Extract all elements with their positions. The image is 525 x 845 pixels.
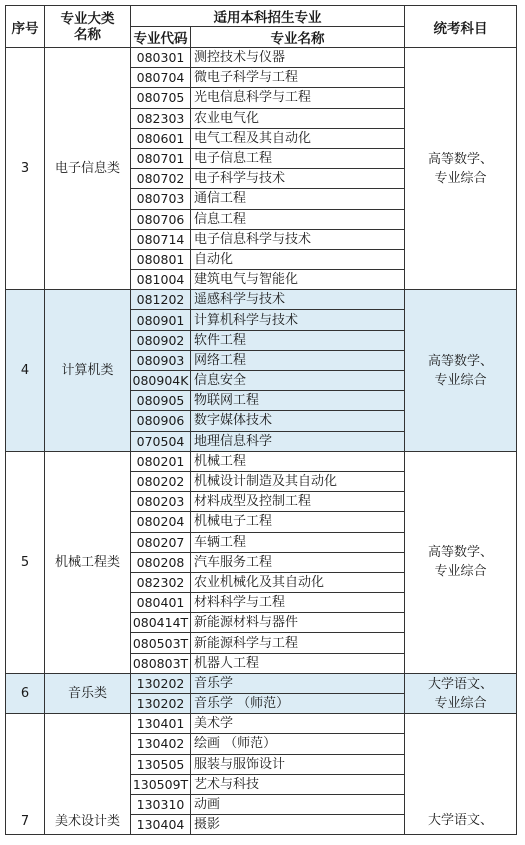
major-name-cell: 测控技术与仪器 (191, 48, 405, 68)
seq-cell: 5 (6, 451, 45, 673)
major-name-cell: 服装与服饰设计 (191, 754, 405, 774)
major-name-cell: 电气工程及其自动化 (191, 128, 405, 148)
major-name-cell: 材料科学与工程 (191, 593, 405, 613)
major-name-cell: 音乐学 （师范） (191, 694, 405, 714)
table-row (6, 673, 517, 693)
major-code-cell: 130310 (131, 794, 191, 814)
major-name-cell: 网络工程 (191, 350, 405, 370)
header-major-name: 专业名称 (191, 27, 405, 48)
exam-subjects-cell: 高等数学、 专业综合 (405, 290, 517, 452)
major-code-cell: 130402 (131, 734, 191, 754)
major-name-cell: 软件工程 (191, 330, 405, 350)
major-name-cell: 绘画 （师范） (191, 734, 405, 754)
exam-subjects-cell: 大学语文、 专业综合 (405, 673, 517, 713)
major-name-cell: 机械设计制造及其自动化 (191, 471, 405, 491)
exam-subjects-cell: 大学语文、 (405, 714, 517, 835)
major-code-cell: 080702 (131, 169, 191, 189)
table-body (6, 48, 517, 835)
seq-cell: 4 (6, 290, 45, 452)
header-applicable-majors: 适用本科招生专业 (131, 6, 405, 27)
major-name-cell: 电子信息科学与技术 (191, 229, 405, 249)
major-name-cell: 摄影 (191, 815, 405, 835)
major-name-cell: 农业电气化 (191, 108, 405, 128)
exam-subjects-cell: 高等数学、 专业综合 (405, 451, 517, 673)
major-name-cell: 艺术与科技 (191, 774, 405, 794)
category-cell: 电子信息类 (45, 48, 131, 290)
header-seq: 序号 (6, 6, 45, 48)
major-name-cell: 机器人工程 (191, 653, 405, 673)
header-category: 专业大类 名称 (45, 6, 131, 48)
major-name-cell: 机械工程 (191, 451, 405, 471)
major-code-cell: 080704 (131, 68, 191, 88)
seq-cell: 3 (6, 48, 45, 290)
major-code-cell: 080503T (131, 633, 191, 653)
major-code-cell: 080401 (131, 593, 191, 613)
major-code-cell: 082302 (131, 572, 191, 592)
major-code-cell: 130404 (131, 815, 191, 835)
seq-cell: 6 (6, 673, 45, 713)
exam-subjects-cell: 高等数学、 专业综合 (405, 48, 517, 290)
header-exam-subjects: 统考科目 (405, 6, 517, 48)
table-row (6, 290, 517, 310)
major-code-cell: 080201 (131, 451, 191, 471)
major-name-cell: 通信工程 (191, 189, 405, 209)
major-name-cell: 材料成型及控制工程 (191, 492, 405, 512)
major-code-cell: 080204 (131, 512, 191, 532)
major-code-cell: 081004 (131, 270, 191, 290)
major-name-cell: 美术学 (191, 714, 405, 734)
major-code-cell: 080208 (131, 552, 191, 572)
major-name-cell: 车辆工程 (191, 532, 405, 552)
major-code-cell: 080705 (131, 88, 191, 108)
major-name-cell: 农业机械化及其自动化 (191, 572, 405, 592)
major-code-cell: 080906 (131, 411, 191, 431)
major-code-cell: 080902 (131, 330, 191, 350)
major-code-cell: 080706 (131, 209, 191, 229)
major-code-cell: 082303 (131, 108, 191, 128)
major-code-cell: 080905 (131, 391, 191, 411)
major-name-cell: 电子信息工程 (191, 148, 405, 168)
major-code-cell: 080414T (131, 613, 191, 633)
major-code-cell: 080801 (131, 249, 191, 269)
major-code-cell: 130202 (131, 694, 191, 714)
table-row (6, 714, 517, 734)
major-code-cell: 080202 (131, 471, 191, 491)
major-name-cell: 机械电子工程 (191, 512, 405, 532)
major-name-cell: 信息安全 (191, 371, 405, 391)
major-name-cell: 新能源科学与工程 (191, 633, 405, 653)
major-name-cell: 光电信息科学与工程 (191, 88, 405, 108)
major-name-cell: 汽车服务工程 (191, 552, 405, 572)
major-code-cell: 130202 (131, 673, 191, 693)
major-code-cell: 080203 (131, 492, 191, 512)
major-code-cell: 130509T (131, 774, 191, 794)
major-code-cell: 080701 (131, 148, 191, 168)
major-name-cell: 物联网工程 (191, 391, 405, 411)
major-name-cell: 新能源材料与器件 (191, 613, 405, 633)
seq-cell: 7 (6, 714, 45, 835)
major-name-cell: 音乐学 (191, 673, 405, 693)
major-name-cell: 遥感科学与技术 (191, 290, 405, 310)
majors-table (5, 5, 517, 835)
major-name-cell: 建筑电气与智能化 (191, 270, 405, 290)
header-major-code: 专业代码 (131, 27, 191, 48)
major-name-cell: 微电子科学与工程 (191, 68, 405, 88)
major-name-cell: 计算机科学与技术 (191, 310, 405, 330)
major-code-cell: 130505 (131, 754, 191, 774)
major-name-cell: 地理信息科学 (191, 431, 405, 451)
major-code-cell: 080903 (131, 350, 191, 370)
major-name-cell: 数字媒体技术 (191, 411, 405, 431)
category-cell: 美术设计类 (45, 714, 131, 835)
major-code-cell: 081202 (131, 290, 191, 310)
major-code-cell: 080207 (131, 532, 191, 552)
major-code-cell: 080714 (131, 229, 191, 249)
major-code-cell: 080904K (131, 371, 191, 391)
category-cell: 音乐类 (45, 673, 131, 713)
category-cell: 计算机类 (45, 290, 131, 452)
major-name-cell: 动画 (191, 794, 405, 814)
major-code-cell: 080803T (131, 653, 191, 673)
major-name-cell: 信息工程 (191, 209, 405, 229)
major-name-cell: 电子科学与技术 (191, 169, 405, 189)
major-code-cell: 080301 (131, 48, 191, 68)
category-cell: 机械工程类 (45, 451, 131, 673)
table-row (6, 451, 517, 471)
major-code-cell: 070504 (131, 431, 191, 451)
table-row (6, 48, 517, 68)
major-code-cell: 080601 (131, 128, 191, 148)
major-code-cell: 130401 (131, 714, 191, 734)
major-name-cell: 自动化 (191, 249, 405, 269)
major-code-cell: 080703 (131, 189, 191, 209)
major-code-cell: 080901 (131, 310, 191, 330)
